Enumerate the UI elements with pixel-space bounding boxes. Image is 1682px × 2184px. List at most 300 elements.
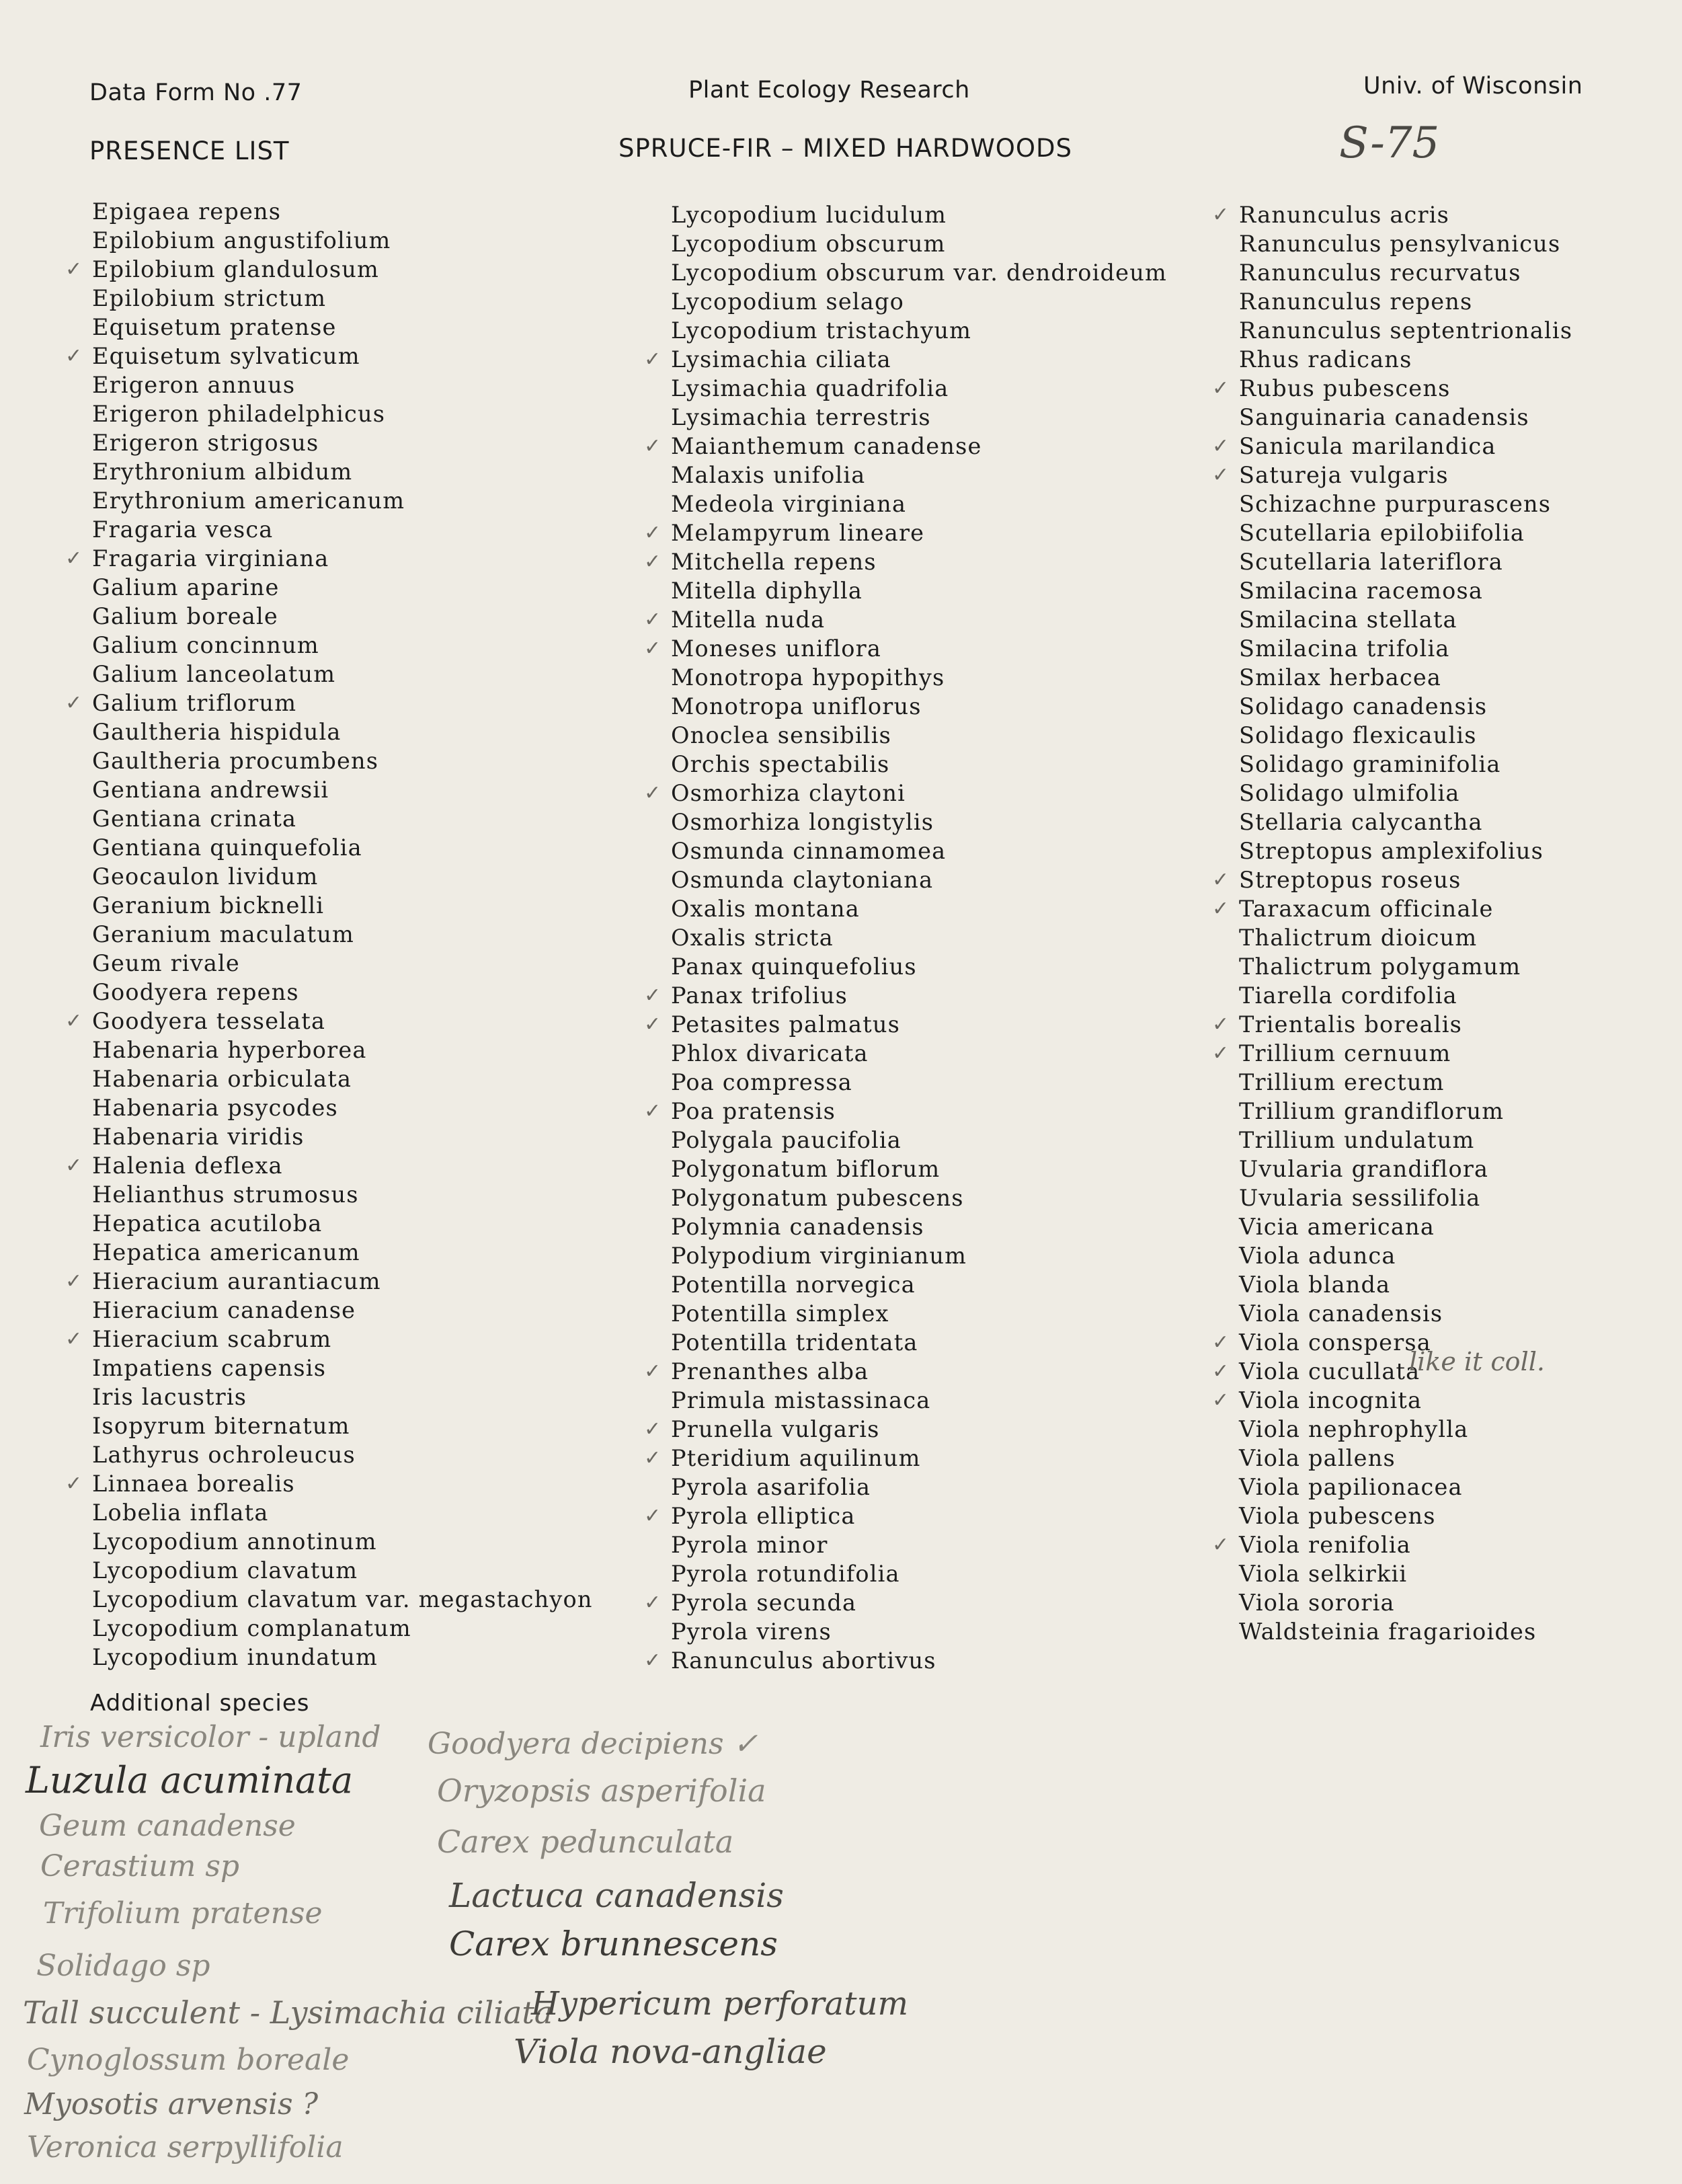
species-name: Thalictrum polygamum <box>1239 953 1521 980</box>
species-item <box>92 1354 593 1382</box>
species-item <box>92 370 593 399</box>
species-item <box>92 746 593 775</box>
species-item <box>1239 721 1572 750</box>
species-item <box>92 1440 593 1469</box>
species-name: Viola nephrophylla <box>1239 1416 1469 1442</box>
species-item <box>1239 1270 1572 1299</box>
species-name: Lysimachia ciliata <box>671 346 891 373</box>
species-name: Epilobium angustifolium <box>92 227 391 254</box>
species-name: Monotropa uniflorus <box>671 693 922 719</box>
species-item <box>671 1299 1167 1328</box>
species-name: Panax trifolius <box>671 982 848 1009</box>
species-name: Geranium bicknelli <box>92 892 325 919</box>
species-item <box>1212 1010 1572 1039</box>
species-item <box>644 1444 1167 1473</box>
species-item <box>644 518 1167 547</box>
species-item <box>671 1530 1167 1559</box>
species-item <box>92 1382 593 1411</box>
species-item <box>92 226 593 255</box>
species-name: Hieracium canadense <box>92 1297 356 1323</box>
species-name: Oxalis montana <box>671 896 860 922</box>
species-name: Erigeron philadelphicus <box>92 401 386 427</box>
species-name: Goodyera repens <box>92 979 299 1005</box>
species-item <box>1239 1473 1572 1502</box>
species-item <box>92 457 593 486</box>
species-item <box>644 1646 1167 1675</box>
species-item <box>644 1010 1167 1039</box>
check-mark-icon: ✓ <box>65 1154 83 1177</box>
species-item <box>671 1183 1167 1212</box>
species-name: Epilobium strictum <box>92 285 327 311</box>
species-item <box>92 1209 593 1238</box>
species-item <box>644 345 1167 374</box>
species-item <box>1212 1386 1572 1415</box>
species-name: Ranunculus septentrionalis <box>1239 317 1573 344</box>
species-name: Ranunculus recurvatus <box>1239 260 1521 286</box>
species-item <box>1239 1559 1572 1588</box>
species-name: Pyrola elliptica <box>671 1503 856 1529</box>
check-mark-icon: ✓ <box>65 1327 83 1351</box>
species-item <box>1239 258 1572 287</box>
species-item <box>1239 808 1572 836</box>
species-name: Equisetum sylvaticum <box>92 343 360 369</box>
check-mark-icon: ✓ <box>644 1099 662 1123</box>
species-item <box>92 1498 593 1527</box>
species-item <box>92 515 593 544</box>
species-name: Equisetum pratense <box>92 314 337 340</box>
species-name: Polymnia canadensis <box>671 1214 924 1240</box>
species-name: Halenia deflexa <box>92 1153 283 1179</box>
species-item <box>1239 663 1572 692</box>
species-item <box>92 862 593 891</box>
species-item <box>671 287 1167 316</box>
species-name: Galium concinnum <box>92 632 319 658</box>
handwritten-entry: Tall succulent - Lysimachia ciliata <box>23 1994 553 2031</box>
species-item <box>1239 287 1572 316</box>
species-name: Lycopodium clavatum var. megastachyon <box>92 1586 593 1612</box>
handwritten-entry: Trifolium pratense <box>43 1896 323 1930</box>
check-mark-icon: ✓ <box>65 1270 83 1293</box>
species-name: Hepatica acutiloba <box>92 1210 323 1237</box>
species-name: Polypodium virginianum <box>671 1243 967 1269</box>
species-name: Osmunda claytoniana <box>671 867 934 893</box>
species-item <box>644 779 1167 808</box>
species-name: Osmorhiza claytoni <box>671 780 906 806</box>
check-mark-icon: ✓ <box>65 547 83 570</box>
species-item <box>671 1241 1167 1270</box>
species-item <box>644 605 1167 634</box>
species-item <box>671 894 1167 923</box>
species-item <box>92 660 593 689</box>
species-item <box>92 1614 593 1643</box>
species-item <box>1239 923 1572 952</box>
species-name: Smilacina stellata <box>1239 607 1457 633</box>
species-name: Gentiana quinquefolia <box>92 834 362 861</box>
species-item <box>92 1122 593 1151</box>
species-item <box>1239 1241 1572 1270</box>
species-item <box>1239 1183 1572 1212</box>
species-item <box>1239 1126 1572 1155</box>
species-name: Pyrola minor <box>671 1532 828 1558</box>
species-item <box>671 374 1167 403</box>
form-number: Data Form No .77 <box>89 79 303 106</box>
check-mark-icon: ✓ <box>644 1649 662 1672</box>
species-name: Viola pallens <box>1239 1445 1396 1471</box>
species-item <box>92 920 593 949</box>
species-item <box>671 1473 1167 1502</box>
species-name: Oxalis stricta <box>671 925 834 951</box>
species-name: Mitella nuda <box>671 607 826 633</box>
check-mark-icon: ✓ <box>644 1013 662 1036</box>
species-name: Uvularia grandiflora <box>1239 1156 1489 1182</box>
handwritten-entry: Iris versicolor - upland <box>40 1720 381 1754</box>
check-mark-icon: ✓ <box>1212 1389 1230 1412</box>
species-name: Lobelia inflata <box>92 1499 269 1526</box>
species-item <box>92 949 593 978</box>
check-mark-icon: ✓ <box>1212 463 1230 487</box>
species-name: Gentiana andrewsii <box>92 777 329 803</box>
species-name: Polygonatum pubescens <box>671 1185 964 1211</box>
species-name: Galium boreale <box>92 603 278 629</box>
species-name: Polygonatum biflorum <box>671 1156 940 1182</box>
community-title: SPRUCE-FIR – MIXED HARDWOODS <box>618 134 1073 163</box>
species-name: Solidago flexicaulis <box>1239 722 1477 748</box>
species-item <box>1212 461 1572 490</box>
check-mark-icon: ✓ <box>644 1591 662 1614</box>
species-name: Lycopodium obscurum var. dendroideum <box>671 260 1167 286</box>
check-mark-icon: ✓ <box>644 781 662 805</box>
species-name: Linnaea borealis <box>92 1471 295 1497</box>
species-name: Epigaea repens <box>92 198 282 225</box>
species-name: Lycopodium selago <box>671 288 904 315</box>
species-name: Viola conspersa <box>1239 1329 1431 1356</box>
species-item <box>65 1267 593 1296</box>
species-name: Solidago ulmifolia <box>1239 780 1460 806</box>
species-item <box>1239 836 1572 865</box>
species-name: Habenaria psycodes <box>92 1095 338 1121</box>
species-name: Melampyrum lineare <box>671 520 925 546</box>
species-name: Geocaulon lividum <box>92 863 319 890</box>
species-name: Galium aparine <box>92 574 280 600</box>
species-name: Ranunculus acris <box>1239 202 1450 228</box>
species-name: Trillium cernuum <box>1239 1040 1451 1066</box>
species-name: Lycopodium lucidulum <box>671 202 947 228</box>
species-item <box>92 1527 593 1556</box>
species-item <box>671 316 1167 345</box>
species-item <box>1239 1617 1572 1646</box>
species-item <box>644 1097 1167 1126</box>
species-name: Rhus radicans <box>1239 346 1412 373</box>
species-item <box>671 836 1167 865</box>
species-item <box>1239 576 1572 605</box>
species-item <box>671 1212 1167 1241</box>
margin-note-handwritten: like it coll. <box>1409 1347 1545 1376</box>
species-item <box>1239 952 1572 981</box>
species-name: Vicia americana <box>1239 1214 1435 1240</box>
additional-species-label: Additional species <box>90 1690 310 1717</box>
species-item <box>671 229 1167 258</box>
species-name: Viola selkirkii <box>1239 1561 1408 1587</box>
species-name: Habenaria viridis <box>92 1124 305 1150</box>
species-item <box>644 1415 1167 1444</box>
species-name: Monotropa hypopithys <box>671 664 945 691</box>
species-name: Viola renifolia <box>1239 1532 1411 1558</box>
species-item <box>1239 1588 1572 1617</box>
species-name: Prenanthes alba <box>671 1358 869 1384</box>
check-mark-icon: ✓ <box>1212 377 1230 400</box>
species-name: Pyrola rotundifolia <box>671 1561 900 1587</box>
site-code-handwritten: S-75 <box>1339 118 1440 168</box>
species-name: Uvularia sessilifolia <box>1239 1185 1481 1211</box>
species-item <box>92 775 593 804</box>
species-name: Viola canadensis <box>1239 1300 1443 1327</box>
species-name: Thalictrum dioicum <box>1239 925 1478 951</box>
species-name: Prunella vulgaris <box>671 1416 880 1442</box>
species-item <box>1239 547 1572 576</box>
species-item <box>644 547 1167 576</box>
species-item <box>1212 374 1572 403</box>
species-item <box>65 1469 593 1498</box>
species-name: Epilobium glandulosum <box>92 256 379 282</box>
species-item <box>1239 634 1572 663</box>
species-item <box>92 1180 593 1209</box>
species-name: Streptopus roseus <box>1239 867 1461 893</box>
species-item <box>65 1325 593 1354</box>
species-name: Viola incognita <box>1239 1387 1423 1413</box>
species-item <box>92 717 593 746</box>
species-name: Habenaria hyperborea <box>92 1037 367 1063</box>
species-name: Malaxis unifolia <box>671 462 866 488</box>
species-item <box>1239 518 1572 547</box>
species-name: Poa compressa <box>671 1069 852 1095</box>
species-item <box>644 1502 1167 1530</box>
handwritten-entry: Goodyera decipiens ✓ <box>428 1727 758 1761</box>
species-name: Lycopodium clavatum <box>92 1557 358 1584</box>
species-name: Gaultheria procumbens <box>92 748 379 774</box>
species-name: Trientalis borealis <box>1239 1011 1463 1038</box>
species-item <box>671 1039 1167 1068</box>
species-name: Erythronium americanum <box>92 488 405 514</box>
species-item <box>92 399 593 428</box>
species-name: Lycopodium inundatum <box>92 1644 378 1670</box>
handwritten-entry: Carex pedunculata <box>437 1824 734 1860</box>
species-item <box>671 1328 1167 1357</box>
species-name: Maianthemum canadense <box>671 433 982 459</box>
species-name: Pyrola secunda <box>671 1590 857 1616</box>
species-item <box>65 342 593 370</box>
species-item <box>92 573 593 602</box>
species-name: Fragaria virginiana <box>92 545 329 572</box>
species-name: Fragaria vesca <box>92 516 274 543</box>
species-item <box>92 804 593 833</box>
species-item <box>644 1357 1167 1386</box>
species-item <box>671 865 1167 894</box>
species-item <box>92 284 593 313</box>
species-item <box>671 1270 1167 1299</box>
species-name: Lycopodium tristachyum <box>671 317 972 344</box>
species-name: Goodyera tesselata <box>92 1008 326 1034</box>
species-item <box>92 891 593 920</box>
university-name: Univ. of Wisconsin <box>1363 73 1583 100</box>
species-name: Stellaria calycantha <box>1239 809 1483 835</box>
species-item <box>671 403 1167 432</box>
species-name: Erythronium albidum <box>92 459 353 485</box>
species-item <box>671 750 1167 779</box>
species-name: Polygala paucifolia <box>671 1127 902 1153</box>
species-item <box>65 1151 593 1180</box>
species-name: Viola sororia <box>1239 1590 1395 1616</box>
check-mark-icon: ✓ <box>1212 203 1230 227</box>
species-item <box>92 197 593 226</box>
handwritten-entry: Oryzopsis asperifolia <box>437 1772 766 1809</box>
species-name: Ranunculus abortivus <box>671 1647 936 1674</box>
species-item <box>92 602 593 631</box>
species-item <box>1212 200 1572 229</box>
check-mark-icon: ✓ <box>1212 1331 1230 1354</box>
species-name: Sanguinaria canadensis <box>1239 404 1529 430</box>
species-item <box>92 428 593 457</box>
species-name: Streptopus amplexifolius <box>1239 838 1544 864</box>
species-name: Trillium erectum <box>1239 1069 1445 1095</box>
species-name: Hieracium aurantiacum <box>92 1268 381 1294</box>
species-item <box>1212 865 1572 894</box>
species-name: Viola cucullata <box>1239 1358 1420 1384</box>
species-name: Ranunculus repens <box>1239 288 1473 315</box>
species-item <box>671 721 1167 750</box>
species-item <box>671 490 1167 518</box>
species-name: Panax quinquefolius <box>671 953 917 980</box>
species-item <box>671 1126 1167 1155</box>
species-name: Potentilla tridentata <box>671 1329 918 1356</box>
species-item <box>1239 779 1572 808</box>
check-mark-icon: ✓ <box>644 550 662 574</box>
species-name: Phlox divaricata <box>671 1040 869 1066</box>
species-item <box>92 631 593 660</box>
species-item <box>92 1238 593 1267</box>
species-name: Potentilla simplex <box>671 1300 889 1327</box>
species-item <box>1239 1415 1572 1444</box>
species-item <box>671 692 1167 721</box>
check-mark-icon: ✓ <box>644 348 662 371</box>
species-name: Viola blanda <box>1239 1272 1391 1298</box>
species-item <box>671 1155 1167 1183</box>
species-name: Viola papilionacea <box>1239 1474 1463 1500</box>
check-mark-icon: ✓ <box>1212 1360 1230 1383</box>
organization-title: Plant Ecology Research <box>688 77 970 104</box>
species-item <box>1239 316 1572 345</box>
species-item <box>1239 1155 1572 1183</box>
species-item <box>644 634 1167 663</box>
handwritten-entry: Geum canadense <box>39 1809 296 1843</box>
species-name: Habenaria orbiculata <box>92 1066 352 1092</box>
species-name: Gaultheria hispidula <box>92 719 342 745</box>
check-mark-icon: ✓ <box>644 434 662 458</box>
handwritten-entry: Solidago sp <box>36 1949 210 1983</box>
species-item <box>92 313 593 342</box>
species-name: Smilacina trifolia <box>1239 635 1450 662</box>
species-item <box>1239 229 1572 258</box>
species-item <box>671 200 1167 229</box>
species-name: Mitella diphylla <box>671 578 863 604</box>
species-name: Erigeron strigosus <box>92 430 319 456</box>
check-mark-icon: ✓ <box>644 521 662 545</box>
species-name: Scutellaria epilobiifolia <box>1239 520 1525 546</box>
species-item <box>92 1556 593 1585</box>
species-name: Erigeron annuus <box>92 372 296 398</box>
species-item <box>1239 403 1572 432</box>
species-name: Geum rivale <box>92 950 240 976</box>
species-item <box>644 981 1167 1010</box>
species-item <box>1239 1068 1572 1097</box>
species-item <box>92 833 593 862</box>
species-item <box>65 255 593 284</box>
species-item <box>1239 750 1572 779</box>
species-item <box>644 1588 1167 1617</box>
species-name: Smilax herbacea <box>1239 664 1442 691</box>
check-mark-icon: ✓ <box>644 1360 662 1383</box>
handwritten-entry: Viola nova-angliae <box>514 2032 827 2071</box>
check-mark-icon: ✓ <box>1212 1042 1230 1065</box>
check-mark-icon: ✓ <box>65 344 83 368</box>
species-item <box>65 1007 593 1036</box>
species-name: Hieracium scabrum <box>92 1326 332 1352</box>
species-item <box>1212 1039 1572 1068</box>
species-item <box>92 1296 593 1325</box>
species-item <box>671 461 1167 490</box>
species-item <box>1239 1212 1572 1241</box>
handwritten-entry: Luzula acuminata <box>26 1759 354 1801</box>
species-column-1 <box>65 197 593 1672</box>
handwritten-entry: Cerastium sp <box>40 1849 240 1883</box>
species-item <box>92 1411 593 1440</box>
species-item <box>92 1064 593 1093</box>
species-item <box>1212 432 1572 461</box>
handwritten-entry: Myosotis arvensis ? <box>24 2087 319 2121</box>
species-name: Solidago canadensis <box>1239 693 1488 719</box>
species-name: Primula mistassinaca <box>671 1387 931 1413</box>
check-mark-icon: ✓ <box>644 637 662 660</box>
species-name: Pyrola virens <box>671 1618 832 1645</box>
species-name: Pyrola asarifolia <box>671 1474 871 1500</box>
species-item <box>92 1036 593 1064</box>
species-item <box>1239 1444 1572 1473</box>
species-item <box>671 258 1167 287</box>
species-item <box>1239 981 1572 1010</box>
species-item <box>1239 692 1572 721</box>
species-item <box>1239 345 1572 374</box>
species-name: Galium triflorum <box>92 690 297 716</box>
species-item <box>1239 1299 1572 1328</box>
check-mark-icon: ✓ <box>1212 1013 1230 1036</box>
check-mark-icon: ✓ <box>1212 897 1230 921</box>
species-column-2 <box>644 200 1167 1675</box>
check-mark-icon: ✓ <box>644 608 662 631</box>
species-name: Lycopodium obscurum <box>671 231 946 257</box>
species-item <box>92 1585 593 1614</box>
species-name: Iris lacustris <box>92 1384 247 1410</box>
species-name: Lysimachia terrestris <box>671 404 931 430</box>
species-name: Solidago graminifolia <box>1239 751 1501 777</box>
species-name: Helianthus strumosus <box>92 1181 359 1208</box>
species-item <box>65 544 593 573</box>
species-item <box>92 1093 593 1122</box>
handwritten-entry: Veronica serpyllifolia <box>27 2130 344 2164</box>
species-name: Lycopodium annotinum <box>92 1528 377 1555</box>
check-mark-icon: ✓ <box>1212 1533 1230 1557</box>
handwritten-entry: Carex brunnescens <box>449 1924 778 1963</box>
species-name: Rubus pubescens <box>1239 375 1451 401</box>
species-name: Osmorhiza longistylis <box>671 809 934 835</box>
